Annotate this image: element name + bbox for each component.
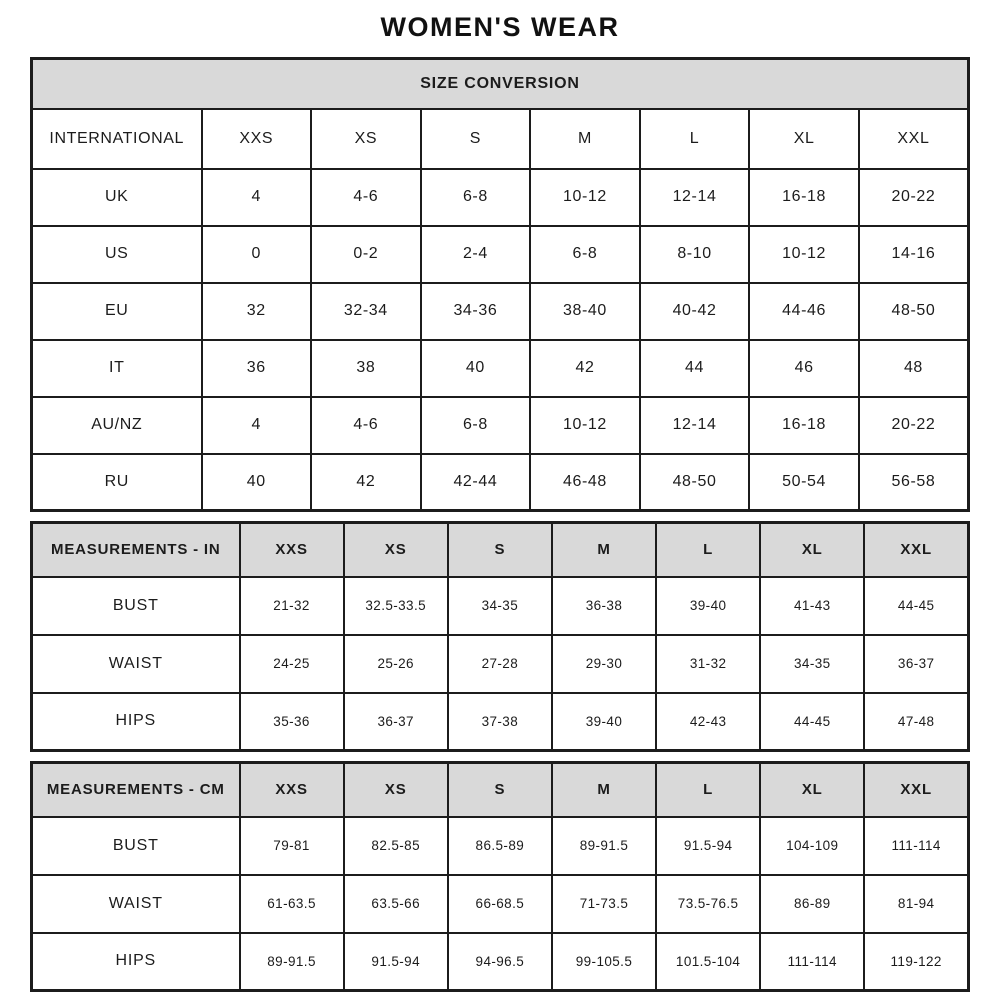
cell: 34-36 <box>421 283 531 340</box>
row-label-it: IT <box>32 340 202 397</box>
row-label-bust: BUST <box>32 817 240 875</box>
cell: 31-32 <box>656 635 760 693</box>
cell: 34-35 <box>760 635 864 693</box>
measurements-in-table <box>30 521 970 752</box>
col-header-xxl: XXL <box>859 109 969 169</box>
col-header-s: S <box>448 523 552 577</box>
cell: 56-58 <box>859 454 969 511</box>
col-header-xs: XS <box>311 109 421 169</box>
cell: 44-46 <box>749 283 859 340</box>
cell: 46-48 <box>530 454 640 511</box>
cell: 48-50 <box>640 454 750 511</box>
cell: 12-14 <box>640 169 750 226</box>
table-row-ru <box>32 454 969 511</box>
cell: 66-68.5 <box>448 875 552 933</box>
cell: 38-40 <box>530 283 640 340</box>
cell: 41-43 <box>760 577 864 635</box>
cell: 47-48 <box>864 693 968 751</box>
table-row-waist-cm <box>32 875 969 933</box>
cell: 6-8 <box>530 226 640 283</box>
measurements-in-title: MEASUREMENTS - IN <box>32 523 240 577</box>
cell: 63.5-66 <box>344 875 448 933</box>
table-row-it <box>32 340 969 397</box>
col-header-xxl: XXL <box>864 523 968 577</box>
cell: 82.5-85 <box>344 817 448 875</box>
col-header-xl: XL <box>760 763 864 817</box>
cell: 44 <box>640 340 750 397</box>
cell: 39-40 <box>656 577 760 635</box>
cell: 37-38 <box>448 693 552 751</box>
measurements-cm-header-row <box>32 763 969 817</box>
cell: 42 <box>311 454 421 511</box>
cell: 40 <box>202 454 312 511</box>
cell: 40 <box>421 340 531 397</box>
col-header-l: L <box>656 523 760 577</box>
cell: 86-89 <box>760 875 864 933</box>
cell: 6-8 <box>421 169 531 226</box>
cell: 94-96.5 <box>448 933 552 991</box>
cell: 119-122 <box>864 933 968 991</box>
cell: 86.5-89 <box>448 817 552 875</box>
measurements-cm-title: MEASUREMENTS - CM <box>32 763 240 817</box>
cell: 35-36 <box>240 693 344 751</box>
cell: 48-50 <box>859 283 969 340</box>
cell: 24-25 <box>240 635 344 693</box>
cell: 25-26 <box>344 635 448 693</box>
cell: 48 <box>859 340 969 397</box>
page-title: WOMEN'S WEAR <box>380 12 620 42</box>
cell: 20-22 <box>859 169 969 226</box>
row-label-bust: BUST <box>32 577 240 635</box>
col-header-l: L <box>640 109 750 169</box>
cell: 61-63.5 <box>240 875 344 933</box>
col-header-xxl: XXL <box>864 763 968 817</box>
table-row-hips-in <box>32 693 969 751</box>
cell: 32.5-33.5 <box>344 577 448 635</box>
cell: 32 <box>202 283 312 340</box>
cell: 32-34 <box>311 283 421 340</box>
cell: 91.5-94 <box>344 933 448 991</box>
cell: 89-91.5 <box>552 817 656 875</box>
col-header-xs: XS <box>344 523 448 577</box>
cell: 44-45 <box>864 577 968 635</box>
size-conversion-columns-row <box>32 109 969 169</box>
col-header-m: M <box>530 109 640 169</box>
cell: 20-22 <box>859 397 969 454</box>
col-header-xl: XL <box>760 523 864 577</box>
cell: 10-12 <box>530 169 640 226</box>
cell: 36 <box>202 340 312 397</box>
table-row-aunz <box>32 397 969 454</box>
cell: 50-54 <box>749 454 859 511</box>
cell: 4 <box>202 397 312 454</box>
table-row-bust-cm <box>32 817 969 875</box>
table-row-uk <box>32 169 969 226</box>
cell: 6-8 <box>421 397 531 454</box>
cell: 104-109 <box>760 817 864 875</box>
cell: 0-2 <box>311 226 421 283</box>
row-label-waist: WAIST <box>32 875 240 933</box>
cell: 16-18 <box>749 169 859 226</box>
size-conversion-title: SIZE CONVERSION <box>32 59 969 109</box>
cell: 73.5-76.5 <box>656 875 760 933</box>
col-header-m: M <box>552 523 656 577</box>
cell: 14-16 <box>859 226 969 283</box>
row-label-hips: HIPS <box>32 933 240 991</box>
col-header-s: S <box>421 109 531 169</box>
col-header-s: S <box>448 763 552 817</box>
measurements-cm-table <box>30 761 970 992</box>
table-row-us <box>32 226 969 283</box>
cell: 46 <box>749 340 859 397</box>
cell: 34-35 <box>448 577 552 635</box>
cell: 99-105.5 <box>552 933 656 991</box>
table-row-hips-cm <box>32 933 969 991</box>
cell: 36-37 <box>344 693 448 751</box>
cell: 4-6 <box>311 169 421 226</box>
cell: 10-12 <box>749 226 859 283</box>
cell: 44-45 <box>760 693 864 751</box>
cell: 4-6 <box>311 397 421 454</box>
col-header-xs: XS <box>344 763 448 817</box>
cell: 38 <box>311 340 421 397</box>
cell: 29-30 <box>552 635 656 693</box>
size-conversion-table <box>30 57 970 512</box>
row-label-hips: HIPS <box>32 693 240 751</box>
cell: 12-14 <box>640 397 750 454</box>
table-row-bust-in <box>32 577 969 635</box>
cell: 111-114 <box>760 933 864 991</box>
row-label-eu: EU <box>32 283 202 340</box>
cell: 40-42 <box>640 283 750 340</box>
cell: 71-73.5 <box>552 875 656 933</box>
cell: 89-91.5 <box>240 933 344 991</box>
col-header-xxs: XXS <box>202 109 312 169</box>
col-header-xl: XL <box>749 109 859 169</box>
cell: 91.5-94 <box>656 817 760 875</box>
row-label-aunz: AU/NZ <box>32 397 202 454</box>
cell: 111-114 <box>864 817 968 875</box>
cell: 42 <box>530 340 640 397</box>
row-label-ru: RU <box>32 454 202 511</box>
cell: 81-94 <box>864 875 968 933</box>
col-header-l: L <box>656 763 760 817</box>
cell: 4 <box>202 169 312 226</box>
col-header-m: M <box>552 763 656 817</box>
cell: 36-38 <box>552 577 656 635</box>
cell: 2-4 <box>421 226 531 283</box>
row-label-waist: WAIST <box>32 635 240 693</box>
size-conversion-header-row <box>32 59 969 109</box>
cell: 21-32 <box>240 577 344 635</box>
table-row-waist-in <box>32 635 969 693</box>
cell: 8-10 <box>640 226 750 283</box>
cell: 0 <box>202 226 312 283</box>
cell: 101.5-104 <box>656 933 760 991</box>
cell: 16-18 <box>749 397 859 454</box>
col-header-international: INTERNATIONAL <box>32 109 202 169</box>
cell: 42-43 <box>656 693 760 751</box>
cell: 39-40 <box>552 693 656 751</box>
row-label-uk: UK <box>32 169 202 226</box>
cell: 10-12 <box>530 397 640 454</box>
cell: 42-44 <box>421 454 531 511</box>
measurements-in-header-row <box>32 523 969 577</box>
cell: 36-37 <box>864 635 968 693</box>
cell: 79-81 <box>240 817 344 875</box>
col-header-xxs: XXS <box>240 523 344 577</box>
table-row-eu <box>32 283 969 340</box>
cell: 27-28 <box>448 635 552 693</box>
row-label-us: US <box>32 226 202 283</box>
col-header-xxs: XXS <box>240 763 344 817</box>
